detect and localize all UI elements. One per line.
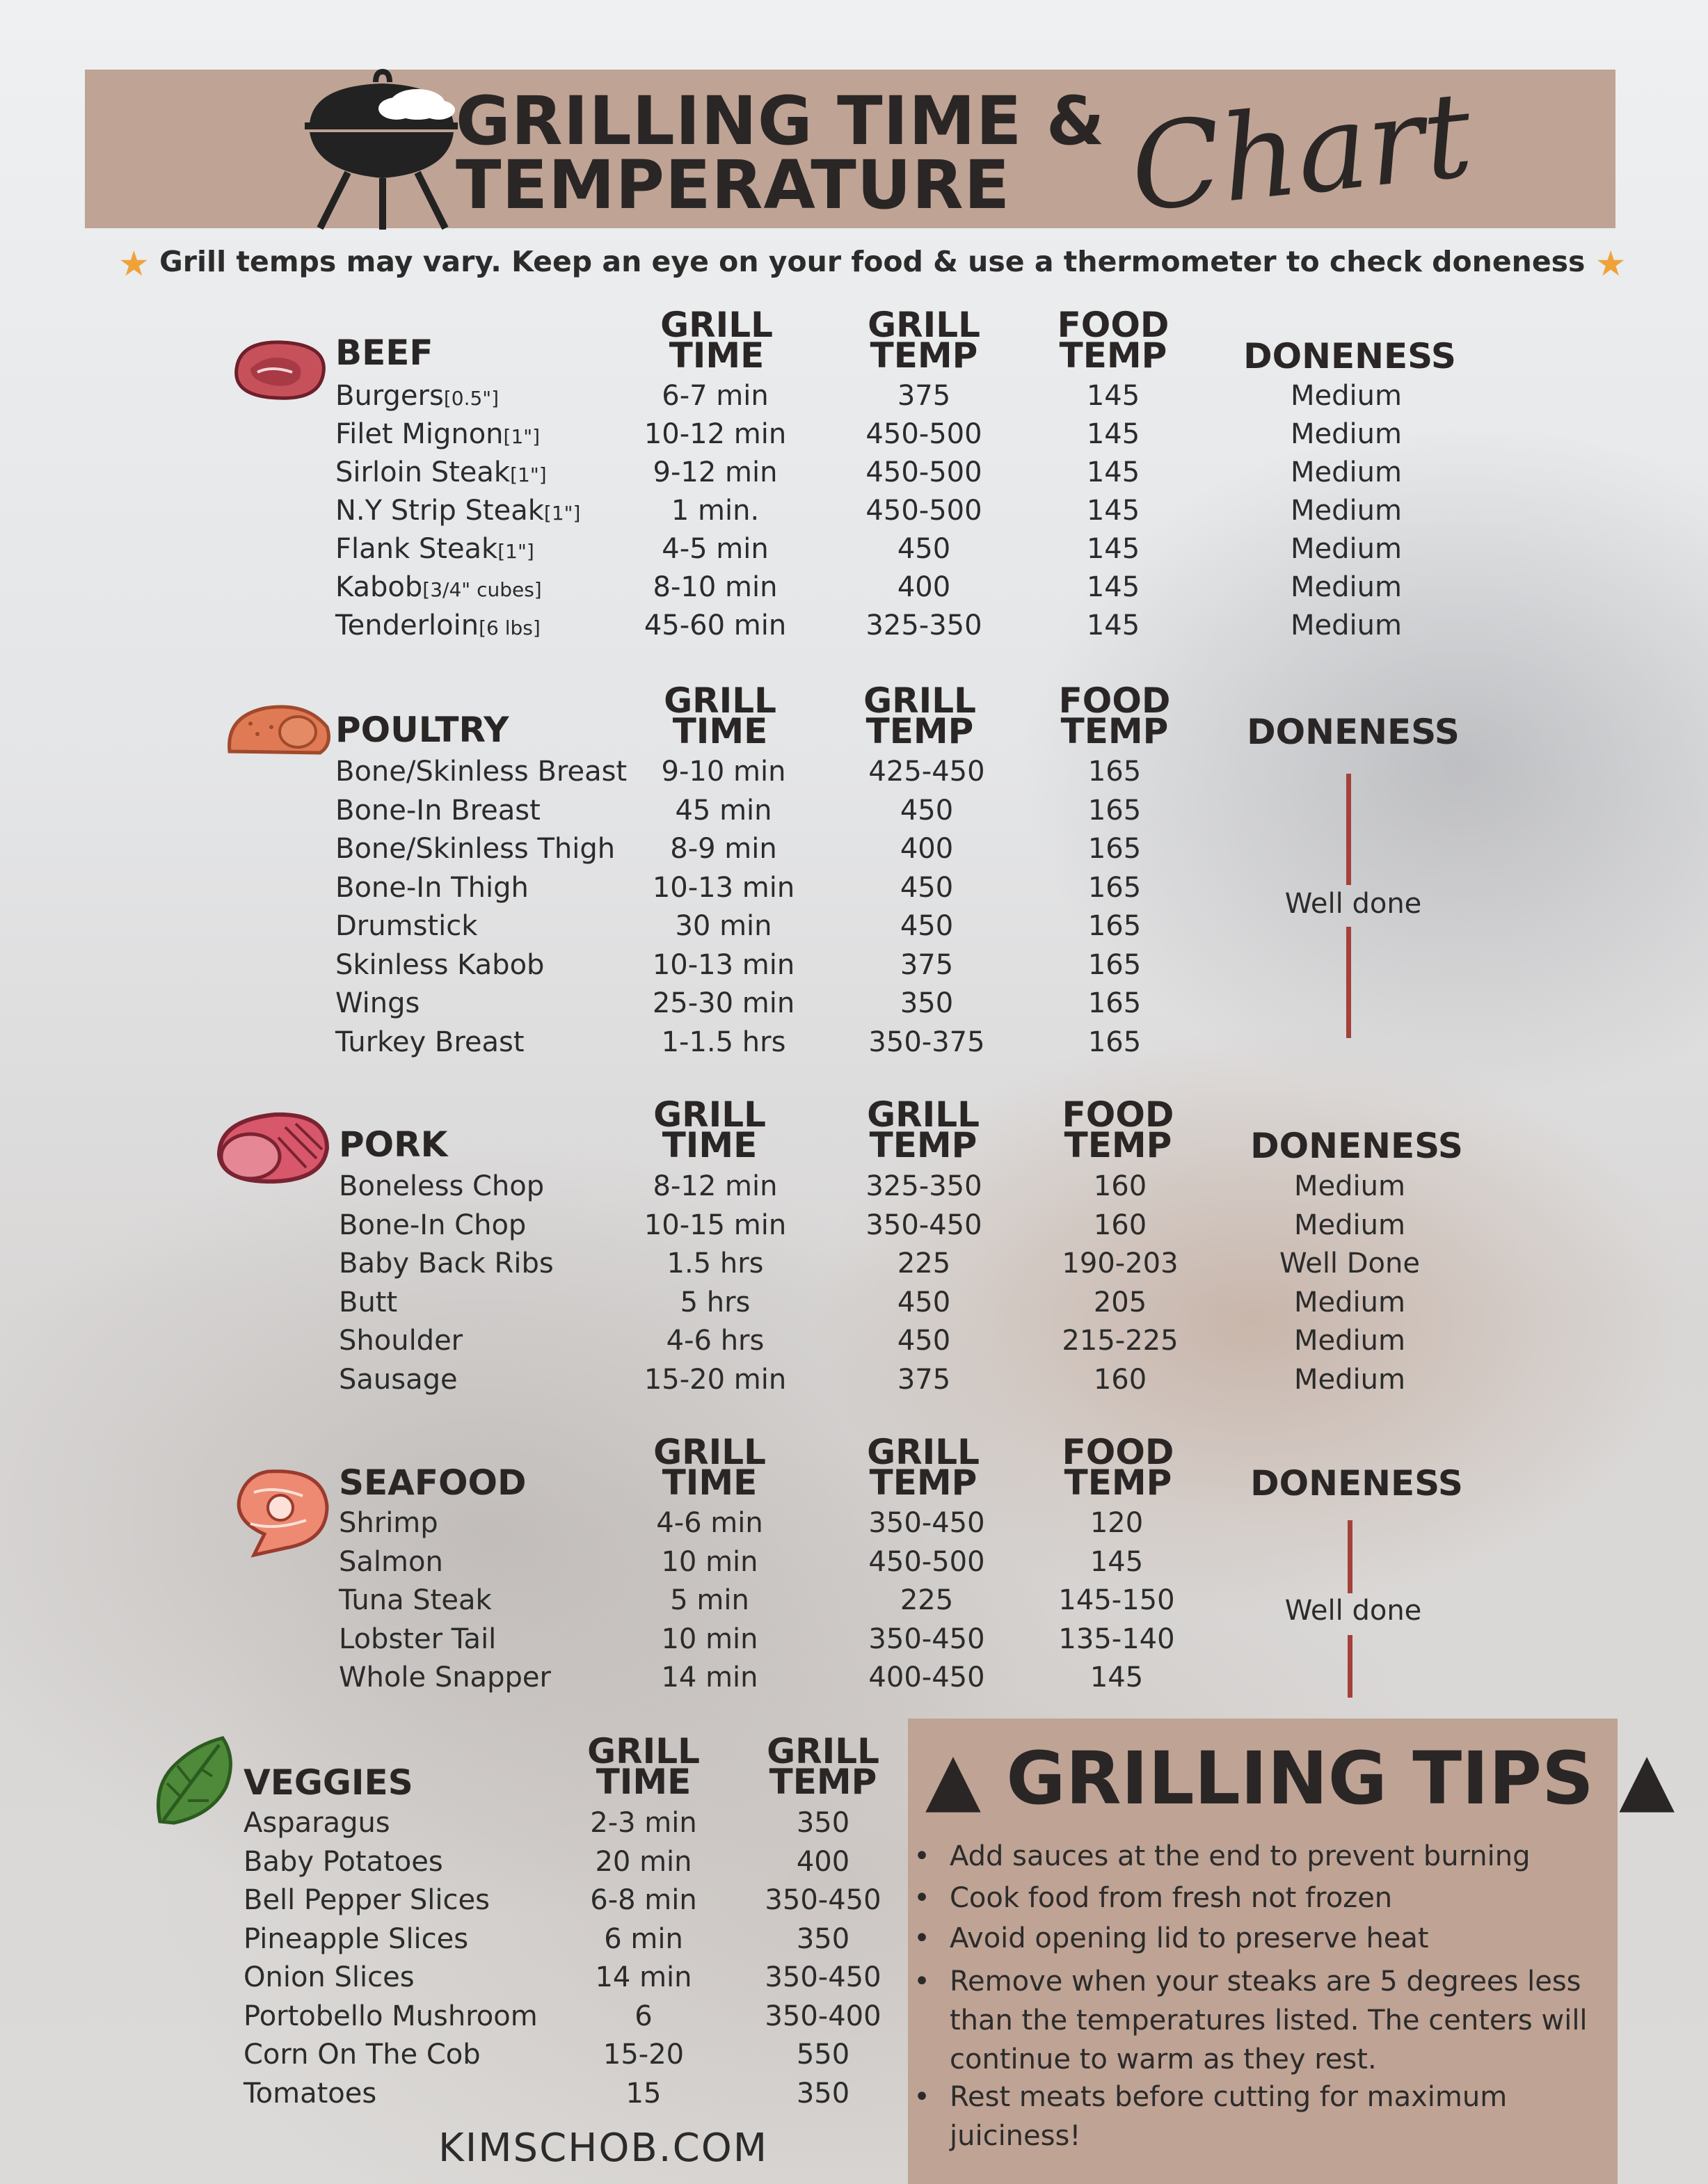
poultry-food-temp-header: FOOD TEMP: [1058, 680, 1171, 751]
beef-grill-temp: 375: [897, 380, 951, 412]
poultry-grill-temp: 450: [900, 910, 954, 942]
pork-doneness: Medium: [1294, 1209, 1405, 1241]
pork-grill-temp: 350-450: [865, 1209, 982, 1241]
title-line-1: GRILLING TIME &: [456, 82, 1106, 160]
pork-food-temp: 160: [1093, 1363, 1147, 1396]
beef-grill-temp: 450-500: [865, 418, 982, 450]
poultry-grill-temp: 400: [900, 833, 954, 865]
beef-item-name: [335, 418, 540, 450]
seafood-doneness-bar-bottom: [1348, 1635, 1352, 1698]
grill-icon: [299, 68, 459, 232]
veggies-item-name: Pineapple Slices: [244, 1922, 469, 1955]
pork-grill-temp: 450: [897, 1286, 951, 1318]
beef-title: BEEF: [335, 333, 433, 373]
flame-icon: ▲: [925, 1736, 981, 1821]
beef-item-name-text: Burgers: [335, 380, 444, 412]
beef-item-name-text: N.Y Strip Steak: [335, 495, 544, 527]
poultry-item-name: Bone-In Breast: [335, 794, 541, 827]
beef-item-size-note: [1"]: [543, 502, 581, 525]
tip-text: Avoid opening lid to preserve heat: [950, 1922, 1429, 1954]
pork-grill-time: 4-6 hrs: [666, 1325, 765, 1357]
veggies-grill-time: 6 min: [604, 1922, 683, 1955]
seafood-food-temp: 145: [1090, 1661, 1144, 1693]
veggies-item-name: Baby Potatoes: [244, 1845, 443, 1878]
bullet-icon: •: [913, 2081, 930, 2113]
chicken-icon: [223, 696, 334, 758]
seafood-grill-temp: 450-500: [868, 1545, 985, 1578]
seafood-doneness: Well done: [1284, 1595, 1422, 1627]
beef-grill-temp-header: GRILL TEMP: [868, 305, 980, 376]
beef-doneness: Medium: [1291, 609, 1402, 641]
beef-grill-temp: 400: [897, 571, 951, 603]
poultry-grill-time: 10-13 min: [652, 948, 795, 981]
bullet-icon: •: [913, 1882, 930, 1914]
beef-food-temp: 145: [1086, 495, 1140, 527]
beef-item-name: [335, 571, 542, 603]
poultry-item-name: Skinless Kabob: [335, 948, 545, 981]
poultry-item-name: Turkey Breast: [335, 1026, 525, 1058]
beef-item-size-note: [1"]: [497, 540, 534, 563]
pork-food-temp: 205: [1093, 1286, 1147, 1318]
pork-item-name: Sausage: [339, 1363, 458, 1396]
poultry-grill-temp: 450: [900, 794, 954, 827]
pork-grill-temp: 225: [897, 1248, 951, 1280]
steak-icon: [230, 334, 330, 407]
veggies-grill-temp: 550: [796, 2039, 850, 2071]
veggies-grill-time: 20 min: [595, 1845, 692, 1878]
poultry-item-name: Drumstick: [335, 910, 478, 942]
beef-grill-time: 4-5 min: [662, 533, 769, 565]
seafood-doneness-bar-top: [1348, 1520, 1352, 1593]
seafood-item-name: Shrimp: [339, 1507, 438, 1539]
pork-item-name: Boneless Chop: [339, 1170, 545, 1202]
seafood-food-temp: 145: [1090, 1545, 1144, 1578]
pork-food-temp: 190-203: [1062, 1248, 1179, 1280]
tips-title: [925, 1736, 1675, 1821]
poultry-grill-temp: 350: [900, 987, 954, 1019]
pork-grill-time: 5 hrs: [680, 1286, 751, 1318]
seafood-grill-time: 10 min: [661, 1623, 758, 1655]
pork-food-temp: 160: [1093, 1170, 1147, 1202]
beef-food-temp: 145: [1086, 609, 1140, 641]
pork-food-temp-header: FOOD TEMP: [1062, 1094, 1174, 1165]
beef-item-size-note: [6 lbs]: [479, 616, 541, 639]
seafood-food-temp: 145-150: [1058, 1584, 1175, 1616]
pork-grill-temp-header: GRILL TEMP: [867, 1094, 980, 1165]
poultry-food-temp: 165: [1087, 1026, 1142, 1058]
pork-item-name: Baby Back Ribs: [339, 1248, 554, 1280]
beef-doneness: Medium: [1291, 418, 1402, 450]
subtitle: [118, 244, 1627, 284]
poultry-grill-temp: 350-375: [868, 1026, 985, 1058]
pork-doneness: Medium: [1294, 1286, 1405, 1318]
veggies-grill-time-header: GRILL TIME: [587, 1731, 700, 1802]
veggies-item-name: Onion Slices: [244, 1961, 415, 1993]
seafood-grill-temp-header: GRILL TEMP: [867, 1432, 980, 1503]
poultry-item-name: Wings: [335, 987, 420, 1019]
poultry-grill-time: 1-1.5 hrs: [661, 1026, 786, 1058]
seafood-grill-time-header: GRILL TIME: [653, 1432, 766, 1503]
seafood-grill-time: 4-6 min: [656, 1507, 763, 1539]
poultry-grill-time: 45 min: [675, 794, 772, 827]
seafood-grill-time: 14 min: [661, 1661, 758, 1693]
beef-doneness: Medium: [1291, 495, 1402, 527]
seafood-grill-temp: 400-450: [868, 1661, 985, 1693]
beef-grill-temp: 450-500: [865, 495, 982, 527]
veggies-grill-temp: 350: [796, 1922, 850, 1955]
bullet-icon: •: [913, 1840, 930, 1872]
title-line-2: TEMPERATURE: [456, 146, 1011, 224]
pork-grill-temp: 325-350: [865, 1170, 982, 1202]
pork-doneness: Medium: [1294, 1325, 1405, 1357]
star-icon: ★: [1595, 244, 1627, 284]
poultry-grill-temp: 425-450: [868, 756, 985, 788]
poultry-grill-temp: 450: [900, 871, 954, 904]
poultry-item-name: Bone/Skinless Breast: [335, 756, 628, 788]
pork-grill-time: 15-20 min: [644, 1363, 787, 1396]
title-script: Chart: [1124, 65, 1478, 239]
beef-item-name-text: Kabob: [335, 571, 423, 603]
veggies-grill-time: 6-8 min: [590, 1884, 697, 1916]
seafood-food-temp: 135-140: [1058, 1623, 1175, 1655]
poultry-food-temp: 165: [1087, 756, 1142, 788]
seafood-doneness-header: DONENESS: [1250, 1463, 1463, 1504]
star-icon: ★: [118, 244, 150, 284]
veggies-item-name: Tomatoes: [244, 2077, 377, 2110]
seafood-item-name: Whole Snapper: [339, 1661, 551, 1693]
beef-grill-temp: 450: [897, 533, 951, 565]
beef-item-size-note: [3/4" cubes]: [422, 578, 542, 601]
pork-grill-temp: 450: [897, 1325, 951, 1357]
beef-doneness: Medium: [1291, 571, 1402, 603]
poultry-food-temp: 165: [1087, 833, 1142, 865]
seafood-grill-temp: 225: [900, 1584, 954, 1616]
beef-item-name: [335, 609, 541, 641]
beef-grill-time: 10-12 min: [644, 418, 787, 450]
pork-doneness-header: DONENESS: [1250, 1126, 1463, 1166]
veggies-grill-time: 14 min: [595, 1961, 692, 1993]
beef-item-size-note: [1"]: [510, 463, 547, 486]
tip-text: Cook food from fresh not frozen: [950, 1882, 1393, 1914]
beef-food-temp-header: FOOD TEMP: [1057, 305, 1170, 376]
poultry-doneness: Well done: [1284, 888, 1422, 920]
beef-grill-time: 8-10 min: [653, 571, 778, 603]
beef-item-name: [335, 456, 547, 488]
beef-food-temp: 145: [1086, 380, 1140, 412]
beef-item-name-text: Filet Mignon: [335, 418, 504, 450]
veggies-item-name: Asparagus: [244, 1807, 390, 1839]
veggies-grill-temp: 350-400: [765, 2000, 881, 2032]
seafood-item-name: Lobster Tail: [339, 1623, 497, 1655]
seafood-item-name: Salmon: [339, 1545, 443, 1578]
pork-doneness: Medium: [1294, 1363, 1405, 1396]
seafood-grill-temp: 350-450: [868, 1507, 985, 1539]
veggies-grill-temp: 350-450: [765, 1961, 881, 1993]
seafood-food-temp: 120: [1090, 1507, 1144, 1539]
beef-food-temp: 145: [1086, 533, 1140, 565]
poultry-grill-time: 10-13 min: [652, 871, 795, 904]
ham-icon: [212, 1106, 330, 1190]
seafood-title: SEAFOOD: [339, 1462, 527, 1503]
pork-title: PORK: [339, 1124, 448, 1165]
seafood-grill-temp: 350-450: [868, 1623, 985, 1655]
beef-item-name: [335, 495, 580, 527]
flame-icon: ▲: [1619, 1736, 1675, 1821]
poultry-doneness-bar-bottom: [1346, 927, 1351, 1038]
beef-food-temp: 145: [1086, 456, 1140, 488]
bullet-icon: •: [913, 1922, 930, 1954]
beef-grill-temp: 450-500: [865, 456, 982, 488]
tip-text: Add sauces at the end to prevent burning: [950, 1840, 1531, 1872]
beef-food-temp: 145: [1086, 418, 1140, 450]
beef-item-size-note: [0.5"]: [443, 387, 500, 410]
seafood-food-temp-header: FOOD TEMP: [1062, 1432, 1174, 1503]
beef-doneness: Medium: [1291, 533, 1402, 565]
beef-doneness: Medium: [1291, 380, 1402, 412]
veggies-title: VEGGIES: [244, 1762, 413, 1803]
beef-doneness-header: DONENESS: [1243, 336, 1456, 376]
tip-text: Remove when your steaks are 5 degrees less than the temperatures listed. The centers will continue to warm as they rest.: [950, 1966, 1588, 2075]
beef-item-name: [335, 380, 499, 412]
veggies-grill-time: 6: [634, 2000, 653, 2032]
veggies-grill-temp: 400: [796, 1845, 850, 1878]
pork-grill-time: 8-12 min: [653, 1170, 778, 1202]
poultry-grill-time: 30 min: [675, 910, 772, 942]
poultry-doneness-header: DONENESS: [1247, 712, 1460, 752]
veggies-grill-temp: 350: [796, 2077, 850, 2110]
footer-website: KIMSCHOB.COM: [438, 2126, 769, 2171]
veggies-grill-temp: 350: [796, 1807, 850, 1839]
pork-grill-temp: 375: [897, 1363, 951, 1396]
pork-food-temp: 160: [1093, 1209, 1147, 1241]
poultry-food-temp: 165: [1087, 987, 1142, 1019]
poultry-grill-temp-header: GRILL TEMP: [863, 680, 976, 751]
subtitle-text: Grill temps may vary. Keep an eye on your food & use a thermometer to check doneness: [159, 245, 1586, 278]
veggies-grill-temp-header: GRILL TEMP: [767, 1731, 879, 1802]
beef-grill-time-header: GRILL TIME: [660, 305, 773, 376]
beef-item-name-text: Sirloin Steak: [335, 456, 511, 488]
pork-food-temp: 215-225: [1062, 1325, 1179, 1357]
beef-item-name: [335, 533, 534, 565]
pork-grill-time: 1.5 hrs: [667, 1248, 764, 1280]
beef-grill-time: 1 min.: [671, 495, 760, 527]
tips-title-text: GRILLING TIPS: [1006, 1736, 1594, 1821]
pork-doneness: Medium: [1294, 1170, 1405, 1202]
poultry-grill-time: 9-10 min: [661, 756, 786, 788]
veggies-grill-temp: 350-450: [765, 1884, 881, 1916]
veggies-item-name: Corn On The Cob: [244, 2039, 481, 2071]
beef-grill-time: 6-7 min: [662, 380, 769, 412]
leaf-icon: [146, 1731, 244, 1832]
beef-grill-temp: 325-350: [865, 609, 982, 641]
poultry-grill-time: 25-30 min: [652, 987, 795, 1019]
poultry-food-temp: 165: [1087, 948, 1142, 981]
poultry-food-temp: 165: [1087, 794, 1142, 827]
beef-food-temp: 145: [1086, 571, 1140, 603]
veggies-grill-time: 15-20: [602, 2039, 685, 2071]
pork-grill-time: 10-15 min: [644, 1209, 787, 1241]
beef-grill-time: 45-60 min: [644, 609, 787, 641]
poultry-item-name: Bone/Skinless Thigh: [335, 833, 616, 865]
beef-item-name-text: Flank Steak: [335, 533, 498, 565]
salmon-icon: [226, 1465, 330, 1559]
beef-grill-time: 9-12 min: [653, 456, 778, 488]
pork-doneness: Well Done: [1279, 1248, 1420, 1280]
pork-grill-time-header: GRILL TIME: [653, 1094, 766, 1165]
pork-item-name: Shoulder: [339, 1325, 463, 1357]
poultry-grill-time: 8-9 min: [670, 833, 777, 865]
poultry-grill-time-header: GRILL TIME: [664, 680, 776, 751]
poultry-food-temp: 165: [1087, 871, 1142, 904]
poultry-doneness-bar-top: [1346, 774, 1351, 885]
bullet-icon: •: [913, 1966, 930, 1998]
poultry-item-name: Bone-In Thigh: [335, 871, 529, 904]
beef-item-size-note: [1"]: [503, 425, 541, 448]
poultry-title: POULTRY: [335, 710, 509, 750]
veggies-grill-time: 2-3 min: [590, 1807, 697, 1839]
pork-item-name: Bone-In Chop: [339, 1209, 527, 1241]
seafood-grill-time: 10 min: [661, 1545, 758, 1578]
seafood-grill-time: 5 min: [670, 1584, 749, 1616]
veggies-item-name: Portobello Mushroom: [244, 2000, 538, 2032]
beef-item-name-text: Tenderloin: [335, 609, 479, 641]
poultry-food-temp: 165: [1087, 910, 1142, 942]
tip-text: Rest meats before cutting for maximum juiciness!: [950, 2081, 1508, 2152]
veggies-grill-time: 15: [625, 2077, 662, 2110]
seafood-item-name: Tuna Steak: [339, 1584, 492, 1616]
beef-doneness: Medium: [1291, 456, 1402, 488]
veggies-item-name: Bell Pepper Slices: [244, 1884, 490, 1916]
poultry-grill-temp: 375: [900, 948, 954, 981]
pork-item-name: Butt: [339, 1286, 398, 1318]
